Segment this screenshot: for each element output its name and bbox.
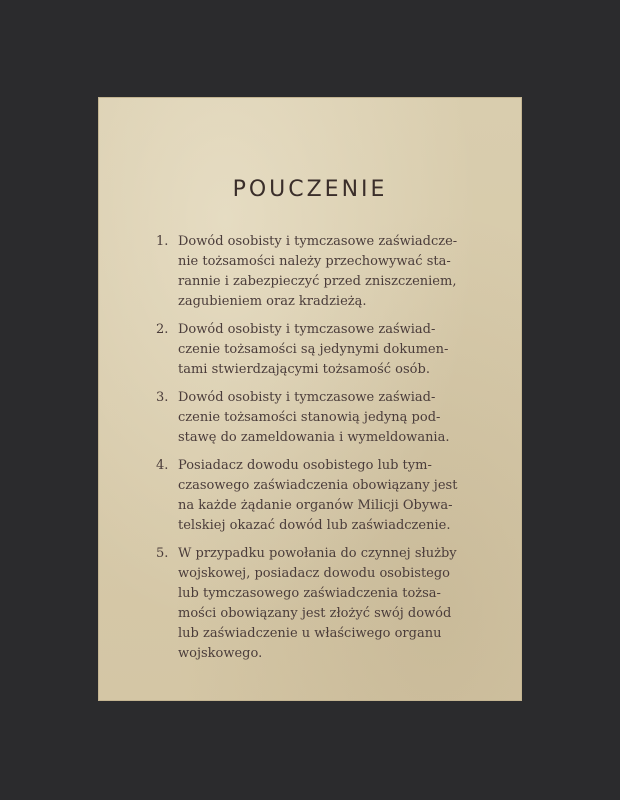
item-text-line: czenie tożsamości są jedynymi dokumen- (178, 342, 449, 357)
list-item (154, 544, 484, 664)
item-text-line: W przypadku powołania do czynnej służby (178, 546, 457, 561)
item-text-line: Dowód osobisty i tymczasowe zaświad- (178, 390, 436, 405)
item-number: 2. (156, 322, 169, 337)
item-number: 1. (156, 234, 169, 249)
item-number: 5. (156, 546, 169, 561)
item-text-line: wojskowego. (178, 646, 263, 661)
document-title: POUCZENIE (232, 177, 388, 202)
item-number: 4. (156, 458, 169, 473)
item-text-line: lub tymczasowego zaświadczenia tożsa- (178, 586, 441, 601)
item-text-line: telskiej okazać dowód lub zaświadczenie. (178, 518, 451, 533)
item-text-line: mości obowiązany jest złożyć swój dowód (178, 606, 452, 621)
item-text-line: Dowód osobisty i tymczasowe zaświad- (178, 322, 436, 337)
list-item (154, 388, 484, 448)
item-text-line: tami stwierdzającymi tożsamość osób. (178, 362, 430, 377)
item-text-line: stawę do zameldowania i wymeldowania. (178, 430, 450, 445)
item-text-line: lub zaświadczenie u właściwego organu (178, 626, 442, 641)
item-text-line: rannie i zabezpieczyć przed zniszczeniem, (178, 274, 457, 289)
item-text-line: Dowód osobisty i tymczasowe zaświadcze- (178, 234, 458, 249)
document-card (98, 97, 522, 701)
list-item (154, 232, 484, 312)
instruction-list (154, 232, 484, 672)
item-text-line: na każde żądanie organów Milicji Obywa- (178, 498, 453, 513)
item-text-line: zagubieniem oraz kradzieżą. (178, 294, 367, 309)
item-text-line: wojskowej, posiadacz dowodu osobistego (178, 566, 451, 581)
item-text-line: Posiadacz dowodu osobistego lub tym- (178, 458, 432, 473)
item-text-line: nie tożsamości należy przechowywać sta- (178, 254, 451, 269)
list-item (154, 456, 484, 536)
list-item (154, 320, 484, 380)
item-number: 3. (156, 390, 169, 405)
item-text-line: czasowego zaświadczenia obowiązany jest (178, 478, 458, 493)
item-text-line: czenie tożsamości stanowią jedyną pod- (178, 410, 441, 425)
